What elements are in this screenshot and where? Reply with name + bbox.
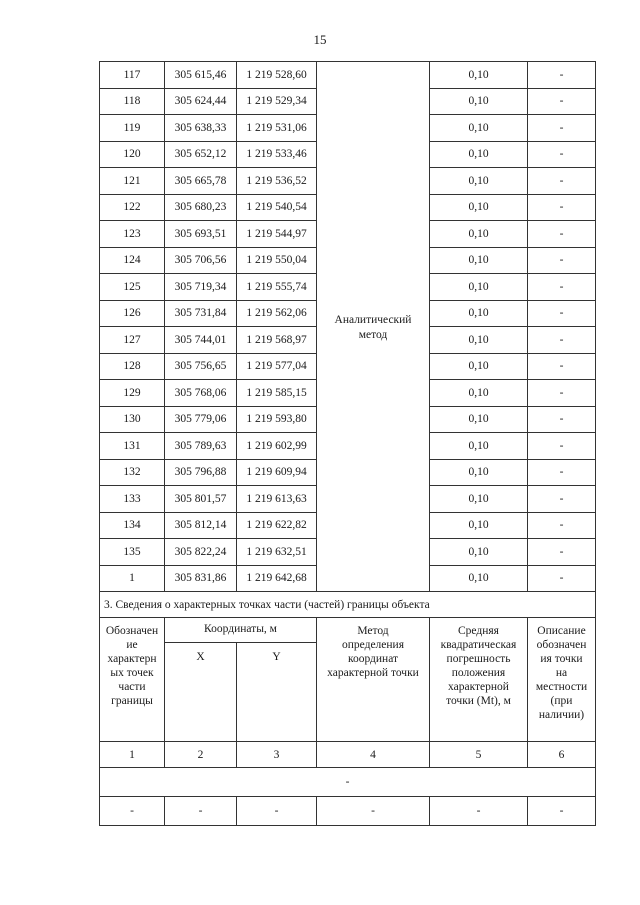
description-value: -	[528, 221, 596, 248]
header-x: X	[165, 643, 237, 742]
merged-dash-cell: -	[100, 768, 596, 797]
dash-cell: -	[100, 797, 165, 826]
error-value: 0,10	[430, 274, 528, 301]
header-line: ия точки	[540, 653, 583, 665]
error-value: 0,10	[430, 565, 528, 592]
point-number: 134	[100, 512, 165, 539]
header-description	[528, 618, 596, 742]
header-line: местности	[535, 681, 588, 693]
table-row	[100, 62, 596, 89]
header-line: характерной	[448, 681, 509, 693]
header-line: наличии)	[538, 709, 585, 721]
method-text-line1: Аналитический	[334, 313, 412, 326]
point-number: 122	[100, 194, 165, 221]
y-coordinate: 1 219 536,52	[237, 168, 317, 195]
header-line: обозначен	[536, 639, 587, 651]
coordinates-rows	[100, 62, 596, 592]
y-coordinate: 1 219 642,68	[237, 565, 317, 592]
point-number: 125	[100, 274, 165, 301]
y-coordinate: 1 219 568,97	[237, 327, 317, 354]
description-value: -	[528, 539, 596, 566]
x-coordinate: 305 756,65	[165, 353, 237, 380]
y-coordinate: 1 219 533,46	[237, 141, 317, 168]
column-number: 1	[100, 742, 165, 768]
page-number: 15	[313, 32, 327, 47]
error-value: 0,10	[430, 512, 528, 539]
coordinates-table	[99, 61, 596, 826]
description-value: -	[528, 380, 596, 407]
y-coordinate: 1 219 613,63	[237, 486, 317, 513]
y-coordinate: 1 219 577,04	[237, 353, 317, 380]
header-line: погрешность	[446, 653, 511, 665]
y-coordinate: 1 219 585,15	[237, 380, 317, 407]
header-line: определения	[341, 639, 404, 651]
x-coordinate: 305 719,34	[165, 274, 237, 301]
point-number: 132	[100, 459, 165, 486]
point-number: 121	[100, 168, 165, 195]
error-value: 0,10	[430, 539, 528, 566]
dash-cell: -	[317, 797, 430, 826]
header-line: точки (Mt), м	[446, 695, 511, 707]
point-number: 128	[100, 353, 165, 380]
x-coordinate: 305 624,44	[165, 88, 237, 115]
x-coordinate: 305 789,63	[165, 433, 237, 460]
error-value: 0,10	[430, 486, 528, 513]
error-value: 0,10	[430, 221, 528, 248]
x-coordinate: 305 652,12	[165, 141, 237, 168]
description-value: -	[528, 433, 596, 460]
header-line: характерной точки	[327, 667, 419, 679]
section3	[100, 592, 596, 826]
header-line: Средняя	[458, 625, 499, 637]
x-coordinate: 305 680,23	[165, 194, 237, 221]
x-coordinate: 305 831,86	[165, 565, 237, 592]
header-line: границы	[111, 695, 153, 707]
header-line: ых точек	[110, 667, 154, 679]
x-coordinate: 305 801,57	[165, 486, 237, 513]
description-value: -	[528, 194, 596, 221]
x-coordinate: 305 796,88	[165, 459, 237, 486]
point-number: 130	[100, 406, 165, 433]
description-value: -	[528, 459, 596, 486]
error-value: 0,10	[430, 115, 528, 142]
y-coordinate: 1 219 544,97	[237, 221, 317, 248]
error-value: 0,10	[430, 88, 528, 115]
error-value: 0,10	[430, 62, 528, 89]
point-number: 133	[100, 486, 165, 513]
header-coordinates: Координаты, м	[165, 618, 317, 643]
y-coordinate: 1 219 562,06	[237, 300, 317, 327]
header-line: на	[555, 667, 568, 679]
point-number: 131	[100, 433, 165, 460]
description-value: -	[528, 141, 596, 168]
point-number: 126	[100, 300, 165, 327]
point-number: 120	[100, 141, 165, 168]
header-method	[317, 618, 430, 742]
point-number: 129	[100, 380, 165, 407]
error-value: 0,10	[430, 459, 528, 486]
description-value: -	[528, 512, 596, 539]
y-coordinate: 1 219 622,82	[237, 512, 317, 539]
x-coordinate: 305 779,06	[165, 406, 237, 433]
point-number: 124	[100, 247, 165, 274]
column-number: 3	[237, 742, 317, 768]
description-value: -	[528, 274, 596, 301]
error-value: 0,10	[430, 380, 528, 407]
header-error	[430, 618, 528, 742]
x-coordinate: 305 768,06	[165, 380, 237, 407]
y-coordinate: 1 219 602,99	[237, 433, 317, 460]
x-coordinate: 305 665,78	[165, 168, 237, 195]
error-value: 0,10	[430, 247, 528, 274]
x-coordinate: 305 744,01	[165, 327, 237, 354]
y-coordinate: 1 219 531,06	[237, 115, 317, 142]
y-coordinate: 1 219 540,54	[237, 194, 317, 221]
header-designation	[100, 618, 165, 742]
y-coordinate: 1 219 555,74	[237, 274, 317, 301]
y-coordinate: 1 219 550,04	[237, 247, 317, 274]
dash-cell: -	[528, 797, 596, 826]
header-line: части	[118, 681, 146, 693]
point-number: 118	[100, 88, 165, 115]
point-number: 117	[100, 62, 165, 89]
x-coordinate: 305 822,24	[165, 539, 237, 566]
y-coordinate: 1 219 609,94	[237, 459, 317, 486]
dash-cell: -	[430, 797, 528, 826]
point-number: 135	[100, 539, 165, 566]
x-coordinate: 305 615,46	[165, 62, 237, 89]
error-value: 0,10	[430, 300, 528, 327]
y-coordinate: 1 219 528,60	[237, 62, 317, 89]
point-number: 127	[100, 327, 165, 354]
header-line: квадратическая	[440, 639, 517, 651]
x-coordinate: 305 693,51	[165, 221, 237, 248]
header-y: Y	[237, 643, 317, 742]
error-value: 0,10	[430, 194, 528, 221]
error-value: 0,10	[430, 168, 528, 195]
column-number: 5	[430, 742, 528, 768]
description-value: -	[528, 353, 596, 380]
description-value: -	[528, 168, 596, 195]
x-coordinate: 305 638,33	[165, 115, 237, 142]
header-line: Метод	[357, 625, 389, 637]
description-value: -	[528, 486, 596, 513]
header-line: ие	[126, 639, 138, 651]
header-line: положения	[451, 667, 506, 679]
point-number: 119	[100, 115, 165, 142]
error-value: 0,10	[430, 353, 528, 380]
method-cell	[317, 62, 430, 592]
description-value: -	[528, 115, 596, 142]
error-value: 0,10	[430, 141, 528, 168]
error-value: 0,10	[430, 433, 528, 460]
header-line: (при	[550, 695, 573, 707]
description-value: -	[528, 565, 596, 592]
column-number: 4	[317, 742, 430, 768]
description-value: -	[528, 247, 596, 274]
header-line: координат	[347, 653, 399, 665]
header-line: характерн	[107, 653, 157, 665]
description-value: -	[528, 62, 596, 89]
dash-cell: -	[165, 797, 237, 826]
point-number: 123	[100, 221, 165, 248]
point-number: 1	[100, 565, 165, 592]
error-value: 0,10	[430, 406, 528, 433]
method-text-line2: метод	[358, 328, 388, 341]
section-title: 3. Сведения о характерных точках части (частей) границы объекта	[100, 592, 596, 618]
y-coordinate: 1 219 529,34	[237, 88, 317, 115]
description-value: -	[528, 300, 596, 327]
description-value: -	[528, 406, 596, 433]
header-line: Описание	[537, 625, 586, 637]
x-coordinate: 305 731,84	[165, 300, 237, 327]
error-value: 0,10	[430, 327, 528, 354]
y-coordinate: 1 219 593,80	[237, 406, 317, 433]
x-coordinate: 305 812,14	[165, 512, 237, 539]
x-coordinate: 305 706,56	[165, 247, 237, 274]
y-coordinate: 1 219 632,51	[237, 539, 317, 566]
dash-cell: -	[237, 797, 317, 826]
description-value: -	[528, 327, 596, 354]
column-number: 2	[165, 742, 237, 768]
description-value: -	[528, 88, 596, 115]
column-number: 6	[528, 742, 596, 768]
header-line: Обозначен	[105, 625, 159, 637]
